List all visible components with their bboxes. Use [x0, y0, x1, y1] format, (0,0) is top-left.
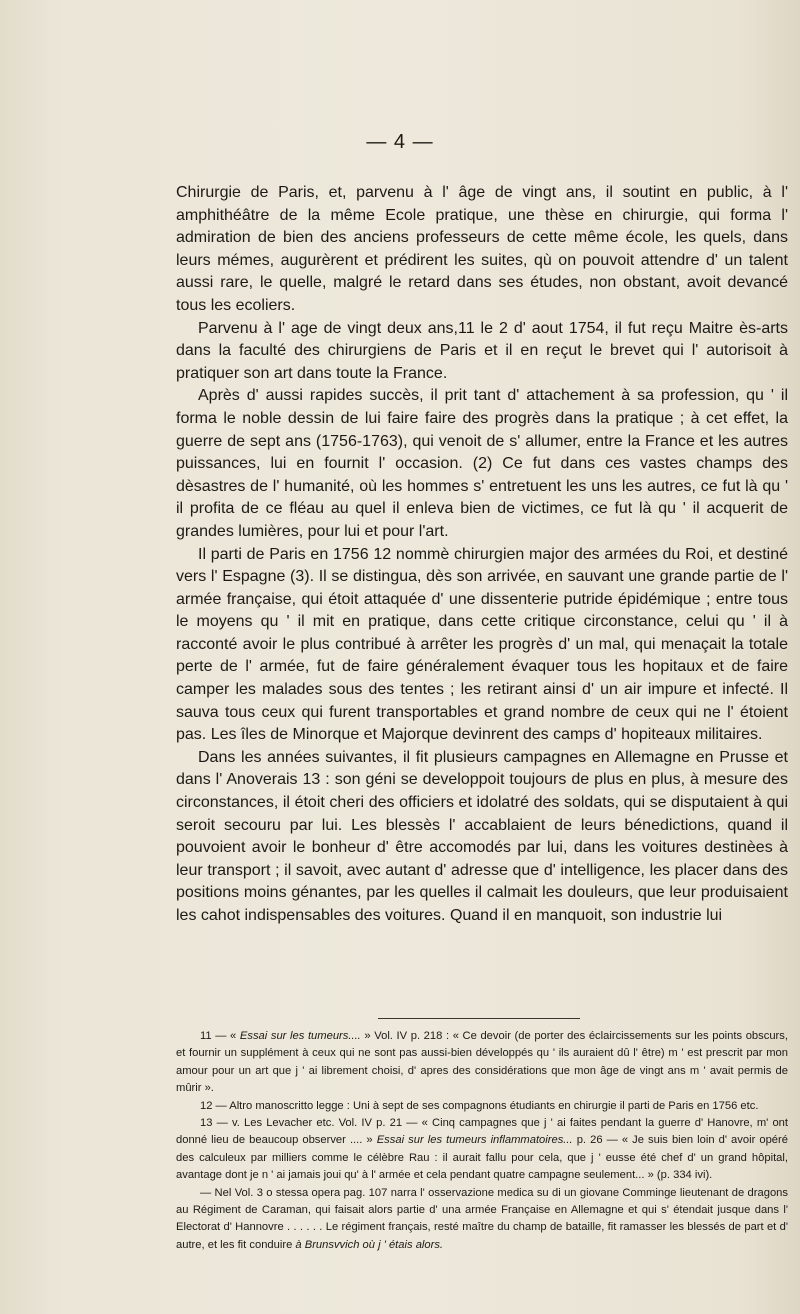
paragraph: Il parti de Paris en 1756 12 nommè chirurgien major des armées du Roi, et destiné vers l' Espagne (3). Il se distingua, dès son arrivée, en sauvant une grande partie de l' armée française, qui étoit attaquée d' une dissenterie putride épidémique ; entre tous le moyens qu ' il mit en pratique, dans cette critique circonstance, celui qu ' il à racconté avoir le plus contribué à arrêter les progrès d' un mal, qui menaçait la totale perte de l' armée, fut de faire généralement évaquer tous les hopitaux et de faire camper les malades sous des tentes ; les retirant ainsi d' un air impure et infecté. Il sauva tous ceux qui furent transportables et grand nombre de ceux qui ne l' étoient pas. Les îles de Minorque et Majorque devinrent des camps d' hopiteaux militaires. [176, 545, 788, 744]
footnote-11: 11 — « Essai sur les tumeurs.... » Vol. IV p. 218 : « Ce devoir (de porter des éclaircissements sur les points obscurs, et fournir un supplément à ceux qui ne sont pas aussi-bien développés qu ' ils auraient dû l' être) m ' est prescrit par mon amour pour un art que j ' ai librement choisi, d' apres des considérations que mon âge de vingt ans m ' avait permis de mûrir ». [176, 1030, 788, 1095]
footnotes [176, 1028, 788, 1254]
paragraph: Chirurgie de Paris, et, parvenu à l' âge de vingt ans, il soutint en public, à l' amphithéâtre de la même Ecole pratique, une thèse en chirurgie, qui forma l' admiration de bien des anciens professeurs de cette même école, les quels, dans leurs mémes, augurèrent et prédirent les suites, qù on pouvoit attendre d' un talent aussi rare, le quelle, malgré le retard dans ses études, non obstant, avoit devancé tous les ecoliers. [176, 184, 788, 314]
footnote-13-continuation: — Nel Vol. 3 o stessa opera pag. 107 narra l' osservazione medica su di un giovane Comminge lieutenant de dragons au Régiment de Caraman, qui faisait alors partie d' una armée Française en Allemagne et qui s' étendait jusque dans l' Electorat d' Hannovre . . . . . . Le régiment français, resté maître du champ de bataille, fit ramasser les blessés de part et d' autre, et les fit conduire à Brunsvvich où j ' étais alors. [176, 1186, 788, 1251]
paragraph: Dans les années suivantes, il fit plusieurs campagnes en Allemagne en Prusse et dans l' Anoverais 13 : son géni se developpoit toujours de plus en plus, à mesure des circonstances, il étoit cheri des officiers et idolatré des soldats, qui se disputaient à qui seroit secouru par lui. Les blessès l' accablaient de leurs bénedictions, quand il pouvoient avoir le bonheur d' être accomodés par lui, dans les voitures destinèes à leur transport ; il savoit, avec autant d' adresse que d' intelligence, les placer dans des positions moins génantes, par les quelles il calmait les douleurs, que leur produisaient les cahot indispensables des voitures. Quand il en manquoit, son industrie lui [176, 748, 788, 924]
page-number: — 4 — [366, 131, 434, 153]
main-text [176, 182, 788, 928]
paragraph: Parvenu à l' age de vingt deux ans,11 le 2 d' aout 1754, il fut reçu Maitre ès-arts dans la faculté des chirurgiens de Paris et il en reçut le brevet qui l' autorisoit à pratiquer son art dans toute la France. [176, 319, 788, 382]
footnote-separator [378, 1018, 580, 1019]
footnote-13: 13 — v. Les Levacher etc. Vol. IV p. 21 — « Cinq campagnes que j ' ai faites pendant la guerre d' Hanovre, m' ont donné lieu de beaucoup observer .... » Essai sur les tumeurs inflammatoires... p. 26 — « Je suis bien loin d' avoir opéré des calculeux par milliers comme le célèbre Rau : il aurait fallu pour cela, que j ' eusse été chef d' un grand hôpital, avantage dont je n ' ai jamais joui qu' à l' armée et cela pendant quatre campagne seulement... » (p. 334 ivi). [176, 1117, 788, 1182]
paragraph: Après d' aussi rapides succès, il prit tant d' attachement à sa profession, qu ' il forma le noble dessin de lui faire faire des progrès dans la pratique ; à cet effet, la guerre de sept ans (1756-1763), qui venoit de s' allumer, entre la France et les autres puissances, lui en fournit l' occasion. (2) Ce fut dans ces vastes champs des dèsastres de l' humanité, où les hommes s' entretuent les uns les autres, ce fut là qu ' il profita de ce fléau au quel il enleva bien de victimes, ce fut là qu ' il acquerit de grandes lumières, pour lui et pour l'art. [176, 387, 788, 540]
footnote-12: 12 — Altro manoscritto legge : Uni à sept de ses compagnons étudiants en chirurgie il parti de Paris en 1756 etc. [200, 1099, 759, 1112]
